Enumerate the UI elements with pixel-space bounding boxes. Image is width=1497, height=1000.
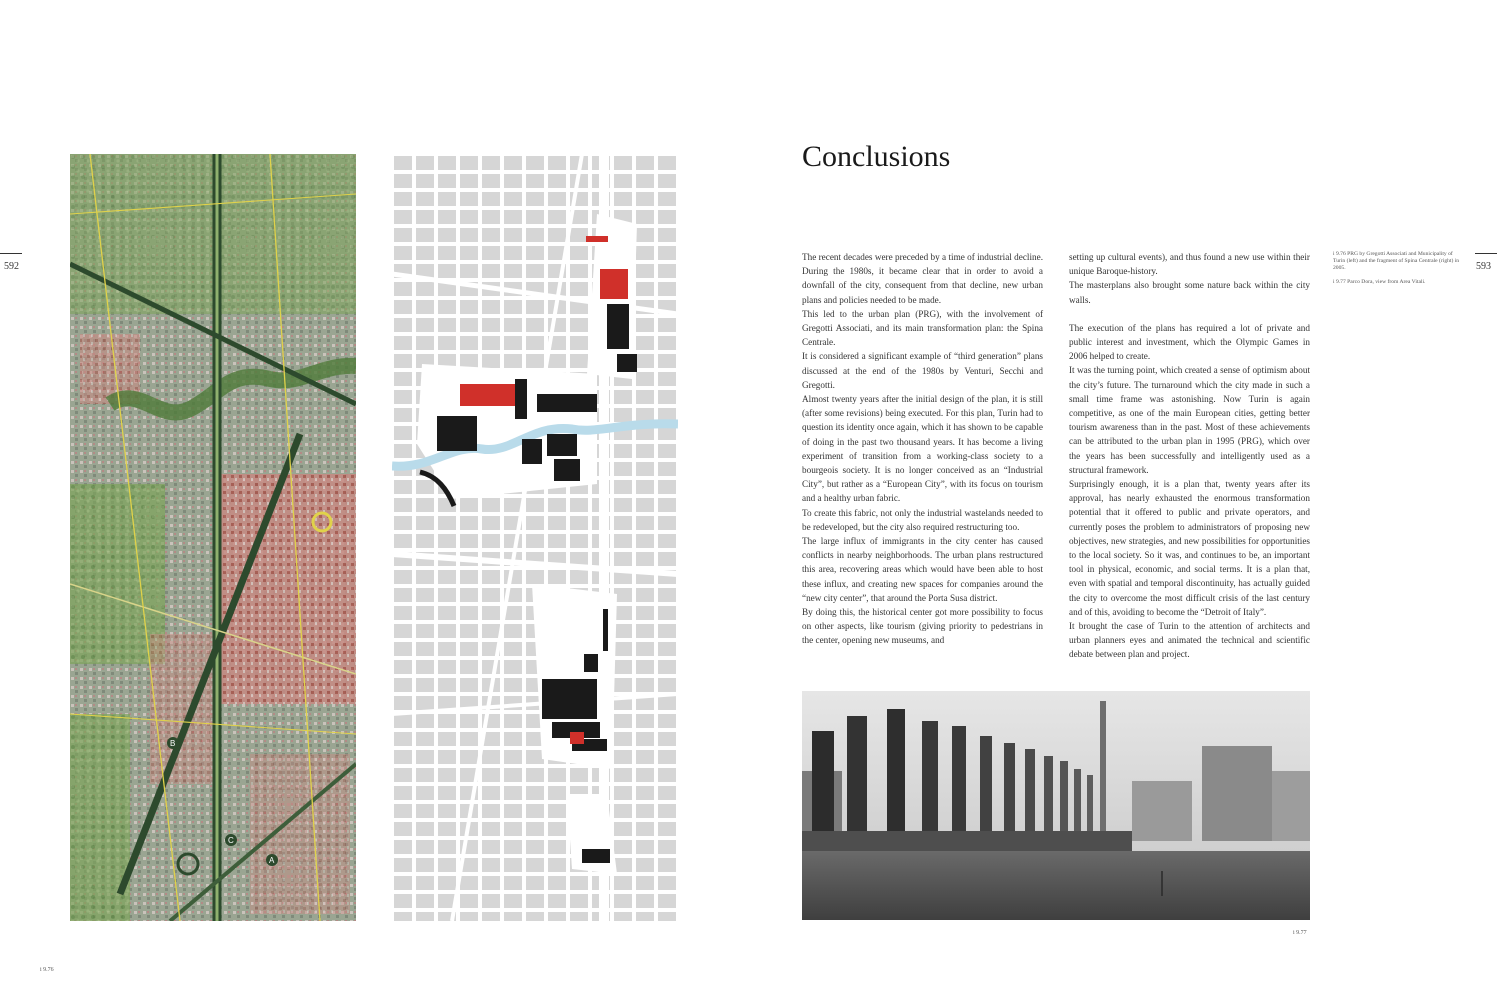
paragraph: The large influx of immigrants in the city center has caused conflicts in nearby neighborhoods. The urban plans restructured this area, recovering areas which would have been able to host these influx, and creating new spaces for companies around the “new city center”, that around the Porta Susa district. <box>802 536 1043 603</box>
map-figure-label: i 9.76 <box>40 967 54 973</box>
text-column-left <box>802 250 1043 648</box>
page-title: Conclusions <box>802 140 951 173</box>
caption-9-77: i 9.77 Parco Dora, view from Area Vitali. <box>1333 278 1426 285</box>
prg-aerial-map <box>70 154 356 921</box>
spina-centrale-plan <box>392 154 678 921</box>
caption-9-76: i 9.76 PRG by Gregotti Associati and Municipality of Turin (left) and the fragment of Spina Centrale (right) in 2005. <box>1333 251 1460 272</box>
paragraph: The masterplans also brought some nature back within the city walls. <box>1069 280 1310 305</box>
paragraph: Surprisingly enough, it is a plan that, twenty years after its approval, has nearly exhausted the enormous transformation potential that it offered to public and private operators, and currently poses the problem to administrators of proposing new objectives, new strategies, and new possibilities for opportunities to the local society. So it was, and continues to be, an important tool in physical, economic, and social terms. It is a plan that, even with spatial and temporal discontinuity, has actually guided the city to overcome the most difficult crisis of the last century and of this, avoiding to become the “Detroit of Italy”. <box>1069 479 1310 617</box>
right-page-rule <box>1475 253 1497 254</box>
side-captions <box>1333 251 1463 292</box>
parco-dora-photo <box>802 691 1310 920</box>
paragraph: setting up cultural events), and thus found a new use within their unique Baroque-history. <box>1069 252 1310 277</box>
paragraph: It is considered a significant example of “third generation” plans discussed at the end of the 1980s by Venturi, Secchi and Gregotti. <box>802 351 1043 390</box>
paragraph: It brought the case of Turin to the attention of architects and urban planners eyes and animated the technical and scientific debate between plan and project. <box>1069 621 1310 660</box>
right-page-number: 593 <box>1476 261 1491 272</box>
paragraph: This led to the urban plan (PRG), with the involvement of Gregotti Associati, and its main transformation plan: the Spina Centrale. <box>802 308 1043 348</box>
paragraph: It was the turning point, which created a sense of optimism about the city’s future. The turnaround which the city made in such a small time frame was astonishing. Now Turin is again competitive, as one of the main European cities, getting better tourism awareness than in the past. Most of these achievements can be attributed to the urban plan in 1995 (PRG), which over the years has been successfully and intelligently used as a structural framework. <box>1069 365 1310 475</box>
paragraph: By doing this, the historical center got more possibility to focus on other aspects, like tourism (giving priority to pedestrians in the center, opening new museums, and <box>802 607 1043 646</box>
text-column-right <box>1069 250 1310 662</box>
paragraph: The execution of the plans has required a lot of private and public interest and investment, which the Olympic Games in 2006 helped to create. <box>1069 322 1310 362</box>
left-page-rule <box>0 253 22 254</box>
paragraph: To create this fabric, not only the industrial wastelands needed to be redeveloped, but the city also required restructuring too. <box>802 507 1043 532</box>
left-page-number: 592 <box>4 261 19 272</box>
map-marker-c: C <box>228 836 234 845</box>
paragraph: The recent decades were preceded by a time of industrial decline. During the 1980s, it became clear that in order to avoid a downfall of the city, consequent from that decline, new urban plans and policies needed to be made. <box>802 252 1043 305</box>
map-marker-a: A <box>269 856 275 865</box>
paragraph: Almost twenty years after the initial design of the plan, it is still (after some revisions) being executed. For this plan, Turin had to question its identity once again, which it has shown to be capable of doing in the past two thousand years. It has become a living experiment of transition from a working-class society to a bourgeois society. It is no longer conceived as an “Industrial City”, but rather as a “European City”, with its focus on tourism and a healthy urban fabric. <box>802 394 1043 504</box>
photo-figure-label: i 9.77 <box>1293 930 1307 936</box>
map-marker-b: B <box>170 739 176 748</box>
